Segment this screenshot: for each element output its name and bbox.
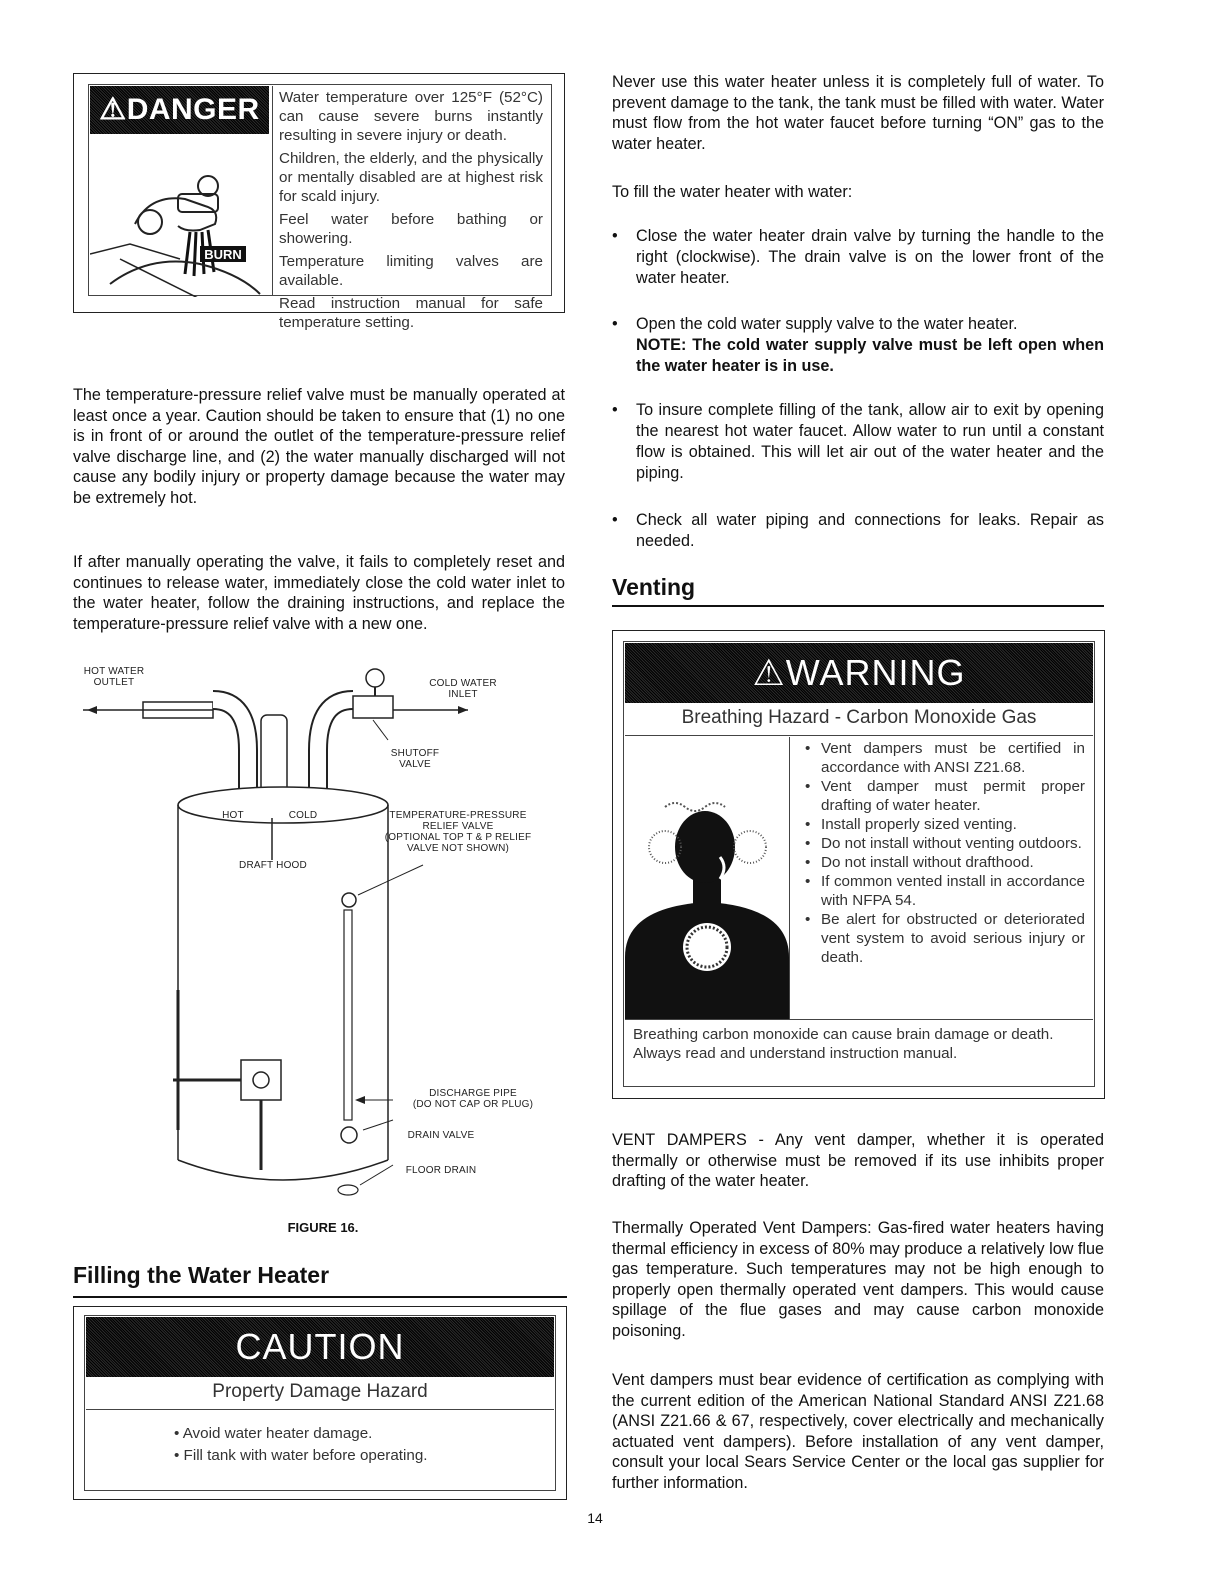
warning-footer: Breathing carbon monoxide can cause brain damage or death. Always read and understand instruction manual. <box>633 1026 1054 1062</box>
tp-valve-paragraph: The temperature-pressure relief valve must be manually operated at least once a year. Caution should be taken to ensure that (1) no one is in front of or around the outlet of the temperature-pressure relief valve discharge line, and (2) the water manually discharged will not cause any bodily injury or property damage because the water may be extremely hot. <box>73 386 565 507</box>
fill-step: • Open the cold water supply valve to the water heater. NOTE: The cold water supply valve must be left open when the water heater is in use. <box>612 315 1104 375</box>
warning-items <box>805 739 1085 967</box>
danger-paragraph: Water temperature over 125°F (52°C) can cause severe burns instantly resulting in severe injury or death. <box>279 89 543 144</box>
caution-item: • Fill tank with water before operating. <box>174 1447 428 1464</box>
danger-paragraph: Children, the elderly, and the physically or mentally disabled are at highest risk for scald injury. <box>279 150 543 205</box>
page-number: 14 <box>587 1510 603 1526</box>
warning-item: • Do not install without venting outdoors. <box>805 835 1082 852</box>
floor-drain-label: FLOOR DRAIN <box>405 1165 477 1176</box>
danger-paragraph: Feel water before bathing or showering. <box>279 211 543 247</box>
thermally-operated-paragraph: Thermally Operated Vent Dampers: Gas-fired water heaters having thermal efficiency in excess of 80% may produce a relatively low flue gas temperature. Such temperatures may not be high enough to properly open thermally operated vent dampers. This would cause spillage of the flue gases and may cause carbon monoxide poisoning. <box>612 1219 1104 1340</box>
fill-step: • Check all water piping and connections for leaks. Repair as needed. <box>612 511 1104 550</box>
warning-item: • Vent dampers must be certified in accordance with ANSI Z21.68. <box>805 740 1085 776</box>
warning-item: • Vent damper must permit proper drafting of water heater. <box>805 778 1085 814</box>
shutoff-valve-label: SHUTOFF VALVE <box>390 748 440 770</box>
hot-water-outlet-label: HOT WATER OUTLET <box>83 666 145 688</box>
discharge-pipe-label: DISCHARGE PIPE (DO NOT CAP OR PLUG) <box>412 1088 534 1110</box>
warning-item: • Do not install without drafthood. <box>805 854 1034 871</box>
warning-label-box <box>612 630 1105 1099</box>
warning-badge: ⚠WARNING <box>625 643 1093 703</box>
caution-item: • Avoid water heater damage. <box>174 1425 373 1442</box>
filling-heading: Filling the Water Heater <box>73 1262 330 1288</box>
burn-word: BURN <box>204 247 242 262</box>
caution-label-box <box>73 1306 567 1500</box>
danger-paragraph: Temperature limiting valves are available. <box>279 253 543 289</box>
drain-valve-label: DRAIN VALVE <box>407 1130 475 1141</box>
cold-label: COLD <box>288 810 318 821</box>
caution-items <box>174 1423 544 1467</box>
tp-relief-valve-label: TEMPERATURE-PRESSURE RELIEF VALVE (OPTIONAL TOP T & P RELIEF VALVE NOT SHOWN) <box>384 810 532 854</box>
hot-label: HOT <box>222 810 244 821</box>
warning-subtitle: Breathing Hazard - Carbon Monoxide Gas <box>681 707 1037 728</box>
scald-hand-illustration <box>90 134 269 297</box>
danger-text <box>279 88 543 332</box>
danger-paragraph: Read instruction manual for safe temperature setting. <box>279 295 543 331</box>
warning-item: • If common vented install in accordance with NFPA 54. <box>805 873 1085 909</box>
caution-subtitle: Property Damage Hazard <box>212 1381 428 1402</box>
warning-item: • Install properly sized venting. <box>805 816 1017 833</box>
cold-water-inlet-label: COLD WATER INLET <box>429 678 497 700</box>
danger-label-box <box>73 73 565 331</box>
figure-caption: FIGURE 16. <box>287 1220 359 1235</box>
to-fill-paragraph: To fill the water heater with water: <box>612 183 853 201</box>
venting-heading: Venting <box>612 574 696 600</box>
never-use-paragraph: Never use this water heater unless it is completely full of water. To prevent damage to the tank, the tank must be filled with water. Water must flow from the hot water faucet before turning “ON” gas to the water heater. <box>612 73 1104 153</box>
fill-step: • To insure complete filling of the tank, allow air to exit by opening the nearest hot water faucet. Allow water to run until a constant flow is obtained. This will let air out of the water heater and the piping. <box>612 401 1104 482</box>
warning-item: • Be alert for obstructed or deteriorated vent system to avoid serious injury or death. <box>805 911 1085 966</box>
fill-note: NOTE: The cold water supply valve must be left open when the water heater is in use. <box>636 336 1104 375</box>
draft-hood-label: DRAFT HOOD <box>239 860 307 871</box>
vent-dampers-paragraph: VENT DAMPERS - Any vent damper, whether it is operated thermally or otherwise must be removed if its use inhibits proper drafting of the water heater. <box>612 1131 1104 1191</box>
certification-paragraph: Vent dampers must bear evidence of certification as complying with the current edition of the American National Standard ANSI Z21.68 (ANSI Z21.66 & 67, respectively, cover electrically and mechanically actuated vent dampers). Before installation of any vent damper, consult your local Sears Service Center or the local gas supplier for further information. <box>612 1371 1104 1492</box>
carbon-monoxide-person-icon <box>625 737 789 1019</box>
caution-badge: CAUTION <box>86 1317 554 1377</box>
danger-badge: ⚠DANGER <box>90 86 269 134</box>
fill-step: • Close the water heater drain valve by turning the handle to the right (clockwise). The drain valve is on the lower front of the water heater. <box>612 227 1104 287</box>
water-heater-figure <box>73 660 565 1235</box>
tp-valve-reset-paragraph: If after manually operating the valve, it fails to completely reset and continues to release water, immediately close the cold water inlet to the water heater, follow the draining instructions, and replace the temperature-pressure relief valve with a new one. <box>73 553 565 633</box>
